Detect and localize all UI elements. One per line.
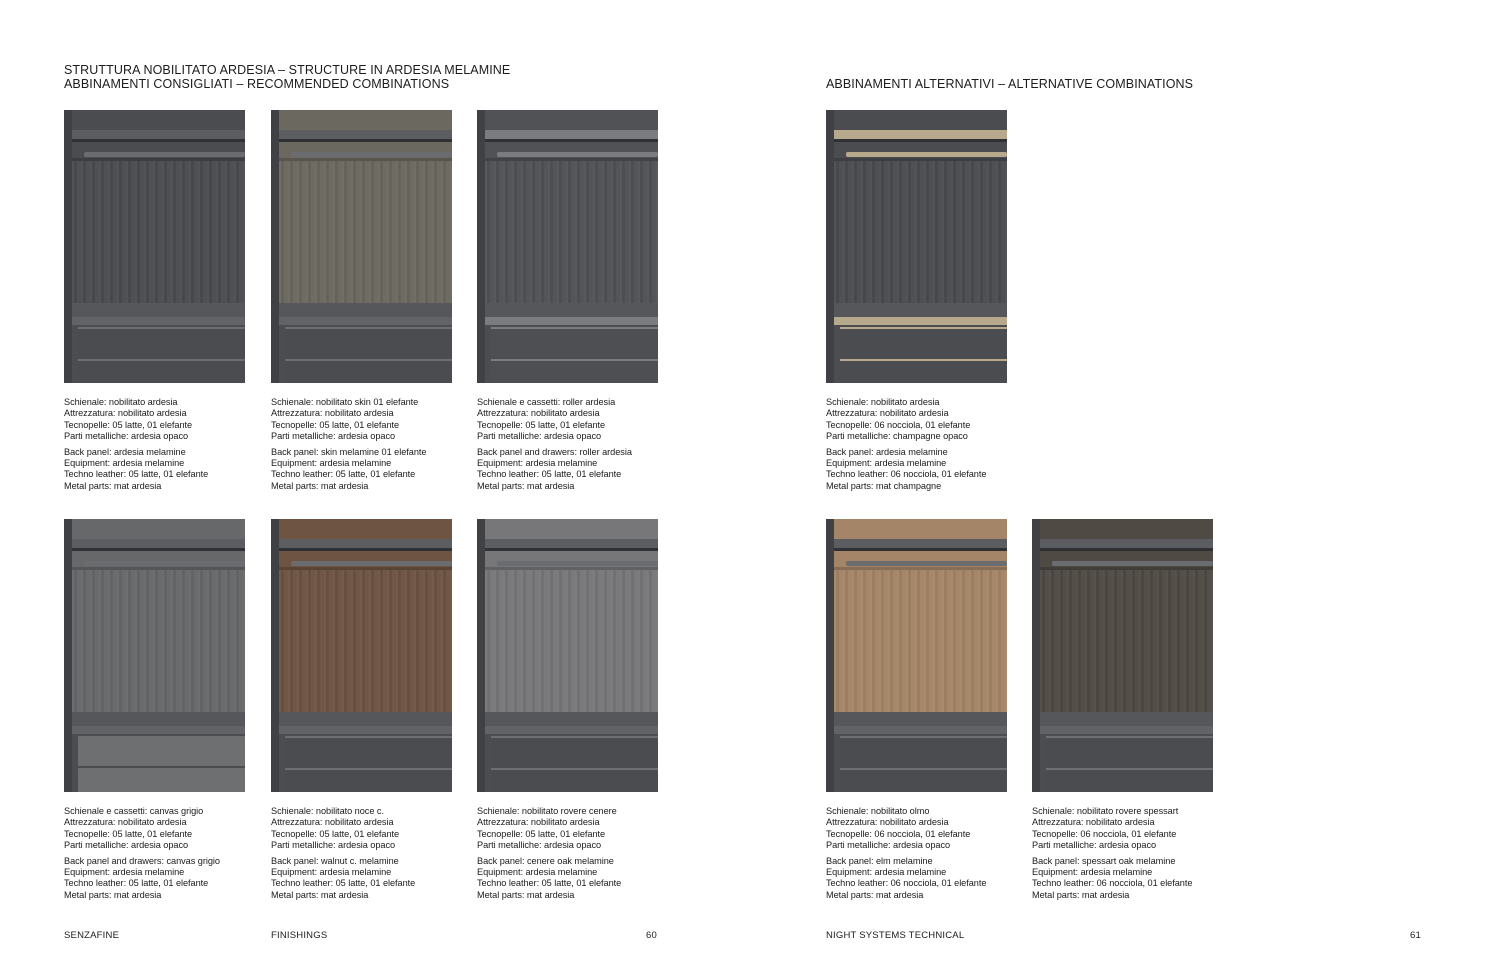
caption-italian — [64, 397, 245, 443]
caption-line: Tecnopelle: 05 latte, 01 elefante — [477, 828, 606, 839]
shelf-front-edge — [279, 317, 452, 325]
caption-line: Parti metalliche: ardesia opaco — [64, 840, 189, 851]
caption-line: Techno leather: 05 latte, 01 elefante — [477, 878, 622, 889]
caption-italian — [271, 806, 452, 852]
caption-line: Schienale: nobilitato rovere cenere — [477, 806, 617, 816]
finish-caption — [64, 806, 245, 901]
hanging-rail — [84, 152, 245, 157]
upper-drawer — [1046, 736, 1213, 766]
wardrobe-photo — [64, 519, 245, 792]
caption-english — [826, 856, 1007, 902]
caption-line: Schienale: nobilitato ardesia — [826, 397, 940, 407]
caption-english — [477, 447, 658, 493]
caption-line: Parti metalliche: ardesia opaco — [1032, 840, 1157, 851]
hanging-rail — [846, 561, 1007, 566]
caption-line: Metal parts: mat ardesia — [826, 889, 924, 900]
shelf-front-edge — [1040, 726, 1213, 734]
wardrobe-photo — [271, 519, 452, 792]
caption-italian — [64, 806, 245, 852]
caption-line: Attrezzatura: nobilitato ardesia — [64, 817, 187, 828]
caption-line: Schienale: nobilitato noce c. — [271, 806, 384, 816]
top-shelf — [72, 539, 245, 548]
top-shelf — [279, 539, 452, 548]
upper-drawer — [491, 327, 658, 357]
rail-shadow — [72, 158, 245, 161]
finish-combination — [1032, 519, 1213, 901]
caption-italian — [271, 397, 452, 443]
lower-drawer — [78, 768, 245, 792]
rail-shadow — [72, 567, 245, 570]
caption-line: Schienale e cassetti: roller ardesia — [477, 397, 616, 407]
shelf-front-edge — [834, 317, 1007, 325]
top-shelf — [279, 130, 452, 139]
alternative-combinations-title: ABBINAMENTI ALTERNATIVI – ALTERNATIVE COMBINATIONS — [826, 77, 1194, 91]
finish-caption — [826, 397, 1007, 492]
caption-line: Back panel: spessart oak melamine — [1032, 855, 1176, 866]
structure-title: STRUTTURA NOBILITATO ARDESIA – STRUCTURE IN ARDESIA MELAMINE — [64, 63, 511, 77]
top-shelf-edge — [279, 548, 452, 551]
caption-line: Techno leather: 06 nocciola, 01 elefante — [826, 878, 987, 889]
bottom-shelf — [834, 712, 1007, 726]
finish-combination — [271, 519, 452, 901]
shelf-front-edge — [485, 317, 658, 325]
rail-shadow — [279, 158, 452, 161]
lower-drawer — [285, 768, 452, 792]
caption-line: Parti metalliche: ardesia opaco — [477, 431, 602, 442]
top-shelf — [485, 130, 658, 139]
wardrobe-side-panel — [826, 110, 834, 383]
wood-grain-texture — [834, 161, 1007, 303]
wardrobe-side-panel — [271, 519, 279, 792]
wood-grain-texture — [1040, 570, 1213, 712]
finish-caption — [826, 806, 1007, 901]
caption-line: Attrezzatura: nobilitato ardesia — [271, 408, 394, 419]
shelf-front-edge — [279, 726, 452, 734]
finish-caption — [271, 397, 452, 492]
wardrobe-side-panel — [271, 110, 279, 383]
lower-drawer — [491, 359, 658, 383]
caption-line: Back panel: elm melamine — [826, 855, 933, 866]
page-number-right: 61 — [1410, 930, 1421, 941]
wardrobe-side-panel — [64, 110, 72, 383]
caption-line: Schienale: nobilitato rovere spessart — [1032, 806, 1179, 816]
finish-caption — [1032, 806, 1213, 901]
bottom-shelf — [279, 303, 452, 317]
caption-line: Techno leather: 05 latte, 01 elefante — [64, 469, 209, 480]
wardrobe-photo — [477, 519, 658, 792]
caption-italian — [826, 397, 1007, 443]
recommended-combinations-title: ABBINAMENTI CONSIGLIATI – RECOMMENDED COMBINATIONS — [64, 77, 450, 91]
caption-line: Attrezzatura: nobilitato ardesia — [477, 408, 600, 419]
finish-caption — [271, 806, 452, 901]
hanging-rail — [291, 561, 452, 566]
upper-drawer — [491, 736, 658, 766]
top-shelf-edge — [72, 548, 245, 551]
upper-drawer — [78, 327, 245, 357]
finish-combination — [271, 110, 452, 492]
caption-line: Schienale: nobilitato ardesia — [64, 397, 178, 407]
caption-english — [271, 447, 452, 493]
top-shelf-edge — [279, 139, 452, 142]
upper-drawer — [285, 736, 452, 766]
caption-line: Tecnopelle: 06 nocciola, 01 elefante — [826, 419, 971, 430]
top-shelf-edge — [485, 139, 658, 142]
shelf-front-edge — [834, 726, 1007, 734]
wardrobe-photo — [826, 519, 1007, 792]
caption-line: Equipment: ardesia melamine — [477, 458, 598, 469]
caption-line: Tecnopelle: 05 latte, 01 elefante — [64, 828, 193, 839]
top-shelf-edge — [1040, 548, 1213, 551]
caption-line: Attrezzatura: nobilitato ardesia — [64, 408, 187, 419]
footer-section: FINISHINGS — [271, 930, 328, 941]
caption-line: Schienale: nobilitato skin 01 elefante — [271, 397, 419, 407]
finish-combination — [477, 110, 658, 492]
caption-line: Parti metalliche: ardesia opaco — [477, 840, 602, 851]
caption-line: Techno leather: 06 nocciola, 01 elefante — [826, 469, 987, 480]
caption-line: Back panel: walnut c. melamine — [271, 855, 399, 866]
wardrobe-side-panel — [477, 110, 485, 383]
caption-line: Equipment: ardesia melamine — [64, 458, 185, 469]
caption-italian — [477, 806, 658, 852]
wardrobe-side-panel — [477, 519, 485, 792]
rail-shadow — [834, 567, 1007, 570]
top-shelf-edge — [72, 139, 245, 142]
hanging-rail — [846, 152, 1007, 157]
caption-english — [271, 856, 452, 902]
wardrobe-photo — [64, 110, 245, 383]
caption-line: Techno leather: 06 nocciola, 01 elefante — [1032, 878, 1193, 889]
caption-line: Metal parts: mat ardesia — [1032, 889, 1130, 900]
caption-line: Equipment: ardesia melamine — [826, 867, 947, 878]
finish-combination — [477, 519, 658, 901]
top-shelf — [834, 539, 1007, 548]
caption-line: Attrezzatura: nobilitato ardesia — [1032, 817, 1155, 828]
caption-line: Parti metalliche: ardesia opaco — [271, 431, 396, 442]
upper-drawer — [840, 327, 1007, 357]
footer-brand: SENZAFINE — [64, 930, 120, 941]
top-shelf — [834, 130, 1007, 139]
finish-caption — [477, 397, 658, 492]
caption-english — [1032, 856, 1213, 902]
bottom-shelf — [485, 303, 658, 317]
caption-line: Equipment: ardesia melamine — [826, 458, 947, 469]
wardrobe-photo — [477, 110, 658, 383]
finish-caption — [64, 397, 245, 492]
caption-line: Schienale e cassetti: canvas grigio — [64, 806, 204, 816]
caption-line: Metal parts: mat ardesia — [64, 889, 162, 900]
wardrobe-side-panel — [826, 519, 834, 792]
caption-line: Parti metalliche: ardesia opaco — [826, 840, 951, 851]
hanging-rail — [497, 561, 658, 566]
caption-line: Back panel: ardesia melamine — [826, 446, 948, 457]
finish-combination — [826, 519, 1007, 901]
caption-line: Techno leather: 05 latte, 01 elefante — [271, 878, 416, 889]
rail-shadow — [485, 567, 658, 570]
caption-line: Metal parts: mat ardesia — [64, 480, 162, 491]
bottom-shelf — [1040, 712, 1213, 726]
caption-line: Attrezzatura: nobilitato ardesia — [477, 817, 600, 828]
lower-drawer — [840, 359, 1007, 383]
caption-line: Attrezzatura: nobilitato ardesia — [826, 817, 949, 828]
wardrobe-side-panel — [1032, 519, 1040, 792]
top-shelf-edge — [834, 139, 1007, 142]
caption-line: Metal parts: mat ardesia — [271, 889, 369, 900]
top-shelf — [485, 539, 658, 548]
hanging-rail — [1052, 561, 1213, 566]
caption-line: Techno leather: 05 latte, 01 elefante — [64, 878, 209, 889]
rail-shadow — [279, 567, 452, 570]
caption-line: Parti metalliche: ardesia opaco — [271, 840, 396, 851]
finish-combination — [64, 110, 245, 492]
hanging-rail — [497, 152, 658, 157]
wardrobe-photo — [271, 110, 452, 383]
caption-line: Equipment: ardesia melamine — [1032, 867, 1153, 878]
left-page-heading — [64, 63, 510, 91]
top-shelf-edge — [485, 548, 658, 551]
caption-italian — [826, 806, 1007, 852]
wood-grain-texture — [485, 161, 658, 303]
caption-line: Schienale: nobilitato olmo — [826, 806, 930, 816]
caption-line: Tecnopelle: 05 latte, 01 elefante — [477, 419, 606, 430]
caption-line: Back panel and drawers: roller ardesia — [477, 446, 632, 457]
caption-italian — [1032, 806, 1213, 852]
lower-drawer — [78, 359, 245, 383]
wood-grain-texture — [279, 570, 452, 712]
caption-english — [64, 856, 245, 902]
lower-drawer — [491, 768, 658, 792]
hanging-rail — [84, 561, 245, 566]
caption-line: Attrezzatura: nobilitato ardesia — [271, 817, 394, 828]
finish-combination — [826, 110, 1007, 492]
caption-line: Tecnopelle: 06 nocciola, 01 elefante — [1032, 828, 1177, 839]
top-shelf — [72, 130, 245, 139]
caption-line: Back panel: skin melamine 01 elefante — [271, 446, 427, 457]
rail-shadow — [485, 158, 658, 161]
upper-drawer — [78, 736, 245, 766]
rail-shadow — [1040, 567, 1213, 570]
wardrobe-side-panel — [64, 519, 72, 792]
right-page-heading — [826, 77, 1193, 91]
bottom-shelf — [485, 712, 658, 726]
caption-line: Back panel: cenere oak melamine — [477, 855, 614, 866]
caption-line: Tecnopelle: 06 nocciola, 01 elefante — [826, 828, 971, 839]
rail-shadow — [834, 158, 1007, 161]
bottom-shelf — [279, 712, 452, 726]
caption-english — [826, 447, 1007, 493]
caption-line: Metal parts: mat ardesia — [477, 480, 575, 491]
caption-line: Tecnopelle: 05 latte, 01 elefante — [64, 419, 193, 430]
hanging-rail — [291, 152, 452, 157]
wood-grain-texture — [485, 570, 658, 712]
wardrobe-photo — [1032, 519, 1213, 792]
caption-line: Equipment: ardesia melamine — [64, 867, 185, 878]
lower-drawer — [840, 768, 1007, 792]
wood-grain-texture — [279, 161, 452, 303]
finish-combination — [64, 519, 245, 901]
bottom-shelf — [72, 712, 245, 726]
top-shelf-edge — [834, 548, 1007, 551]
caption-line: Parti metalliche: ardesia opaco — [64, 431, 189, 442]
caption-line: Parti metalliche: champagne opaco — [826, 431, 968, 442]
bottom-shelf — [834, 303, 1007, 317]
wardrobe-photo — [826, 110, 1007, 383]
wood-grain-texture — [72, 570, 245, 712]
bottom-shelf — [72, 303, 245, 317]
top-shelf — [1040, 539, 1213, 548]
caption-line: Metal parts: mat ardesia — [271, 480, 369, 491]
caption-line: Techno leather: 05 latte, 01 elefante — [477, 469, 622, 480]
caption-italian — [477, 397, 658, 443]
caption-line: Metal parts: mat ardesia — [477, 889, 575, 900]
caption-english — [477, 856, 658, 902]
shelf-front-edge — [72, 317, 245, 325]
caption-line: Equipment: ardesia melamine — [477, 867, 598, 878]
caption-english — [64, 447, 245, 493]
caption-line: Back panel and drawers: canvas grigio — [64, 855, 220, 866]
lower-drawer — [285, 359, 452, 383]
caption-line: Metal parts: mat champagne — [826, 480, 942, 491]
lower-drawer — [1046, 768, 1213, 792]
wood-grain-texture — [72, 161, 245, 303]
caption-line: Back panel: ardesia melamine — [64, 446, 186, 457]
caption-line: Tecnopelle: 05 latte, 01 elefante — [271, 828, 400, 839]
caption-line: Equipment: ardesia melamine — [271, 458, 392, 469]
caption-line: Tecnopelle: 05 latte, 01 elefante — [271, 419, 400, 430]
caption-line: Techno leather: 05 latte, 01 elefante — [271, 469, 416, 480]
shelf-front-edge — [485, 726, 658, 734]
upper-drawer — [285, 327, 452, 357]
caption-line: Attrezzatura: nobilitato ardesia — [826, 408, 949, 419]
shelf-front-edge — [72, 726, 245, 734]
page-number-left: 60 — [646, 930, 657, 941]
wood-grain-texture — [834, 570, 1007, 712]
upper-drawer — [840, 736, 1007, 766]
finish-caption — [477, 806, 658, 901]
footer-catalog: NIGHT SYSTEMS TECHNICAL — [826, 930, 965, 941]
caption-line: Equipment: ardesia melamine — [271, 867, 392, 878]
